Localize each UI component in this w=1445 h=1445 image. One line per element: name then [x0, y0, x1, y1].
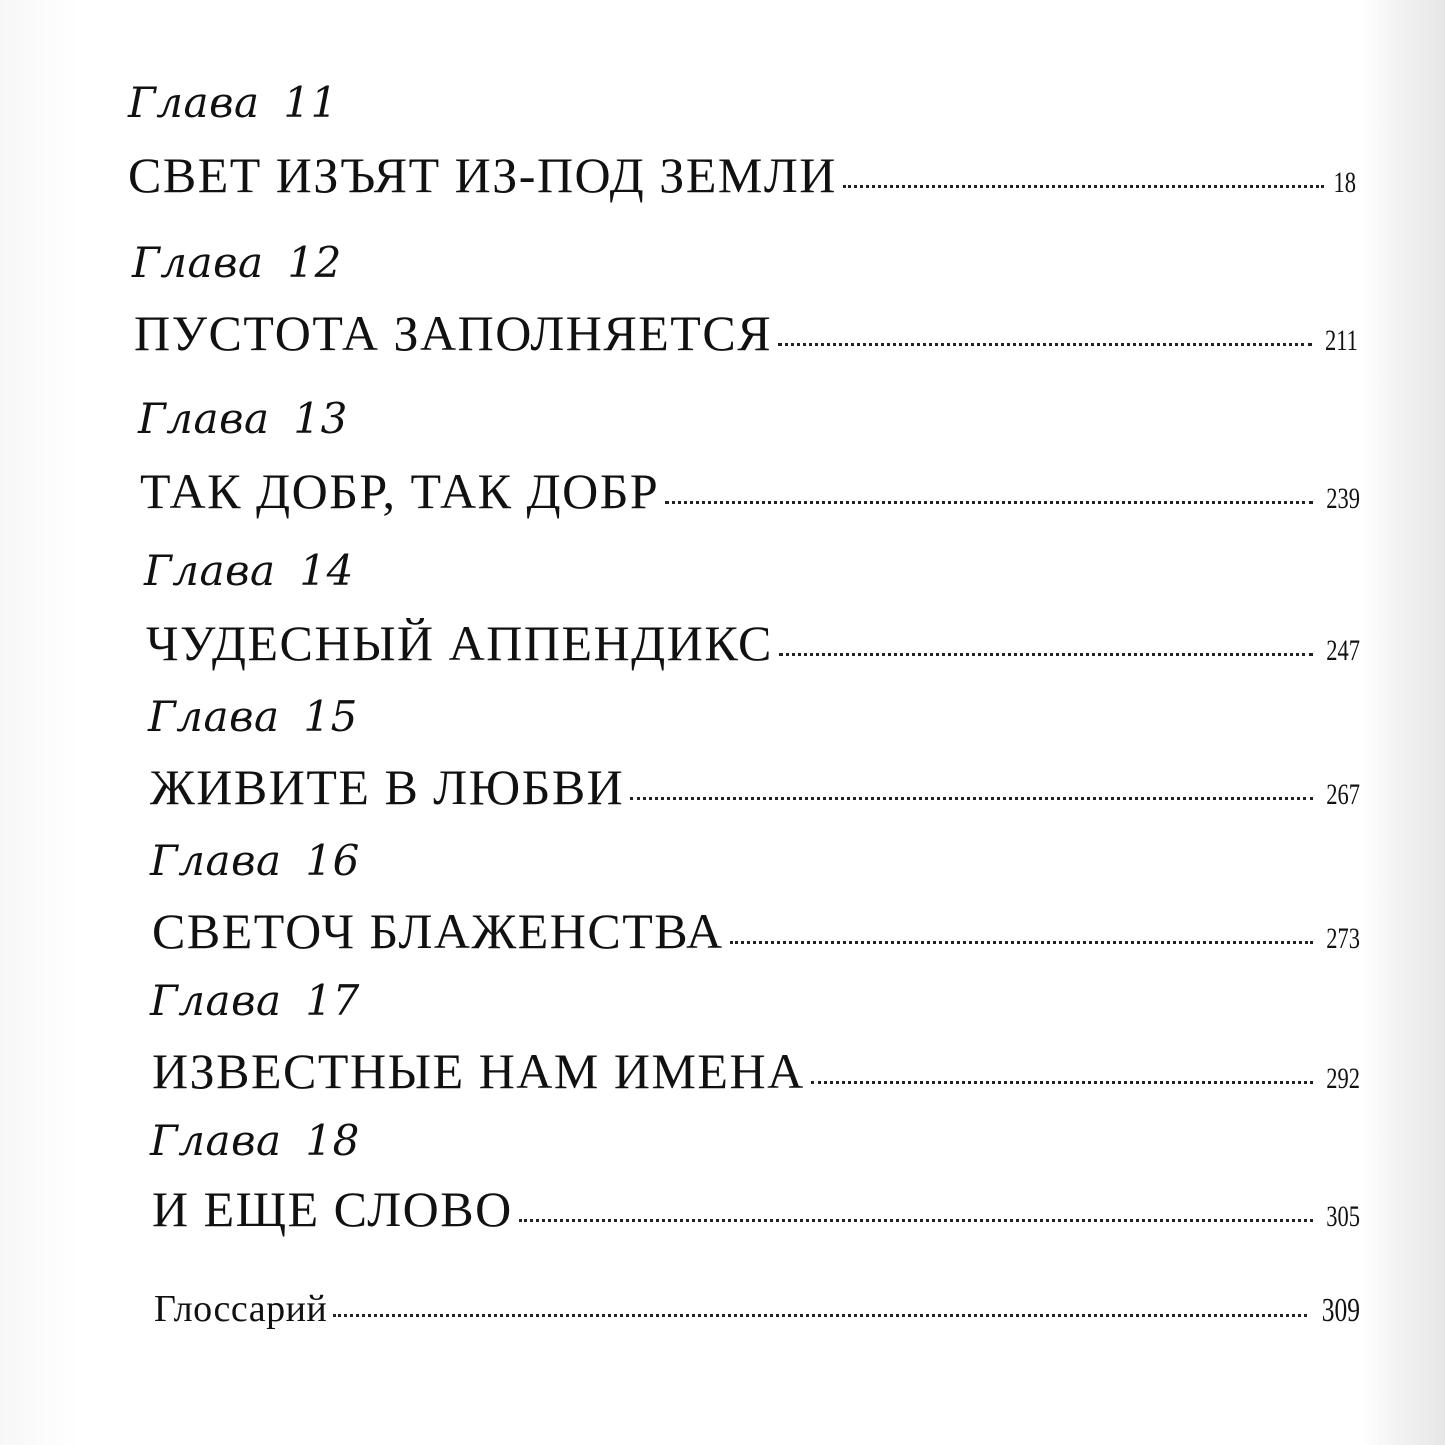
entry-title: Глоссарий: [154, 1288, 328, 1330]
page-number: 309: [1321, 1292, 1360, 1329]
dot-leader: [811, 1081, 1313, 1084]
toc-entry-18[interactable]: [152, 1181, 1360, 1237]
entry-title: СВЕТ ИЗЪЯТ ИЗ-ПОД ЗЕМЛИ: [128, 147, 837, 203]
toc-entry-16[interactable]: [152, 903, 1360, 959]
dot-leader: [778, 343, 1312, 346]
page-number: 18: [1333, 166, 1356, 199]
page-number: 247: [1326, 634, 1360, 667]
page-number: 292: [1326, 1062, 1360, 1095]
entry-title: СВЕТОЧ БЛАЖЕНСТВА: [152, 903, 724, 959]
page-number: 267: [1326, 778, 1360, 811]
chapter-label-11: Глава 11: [128, 78, 338, 127]
page-number: 239: [1326, 482, 1360, 515]
chapter-label-16: Глава 16: [150, 836, 360, 885]
chapter-label-18: Глава 18: [150, 1116, 360, 1165]
chapter-label-14: Глава 14: [144, 546, 354, 595]
chapter-label-17: Глава 17: [150, 976, 360, 1025]
toc-entry-12[interactable]: [134, 305, 1358, 361]
dot-leader: [779, 653, 1313, 656]
entry-title: ПУСТОТА ЗАПОЛНЯЕТСЯ: [134, 305, 773, 361]
toc-entry-14[interactable]: [146, 615, 1360, 671]
dot-leader: [519, 1219, 1313, 1222]
page-number: 273: [1326, 922, 1360, 955]
chapter-label-12: Глава 12: [132, 238, 342, 287]
entry-title: И ЕЩЕ СЛОВО: [152, 1181, 513, 1237]
toc-entry-15[interactable]: [150, 759, 1360, 815]
dot-leader: [843, 185, 1324, 188]
dot-leader: [333, 1314, 1307, 1317]
entry-title: ИЗВЕСТНЫЕ НАМ ИМЕНА: [152, 1043, 805, 1099]
toc-entry-13[interactable]: [140, 463, 1360, 519]
chapter-label-13: Глава 13: [138, 394, 348, 443]
page-number: 211: [1325, 324, 1358, 357]
dot-leader: [630, 797, 1313, 800]
entry-title: ЖИВИТЕ В ЛЮБВИ: [150, 759, 625, 815]
toc-entry-17[interactable]: [152, 1043, 1360, 1099]
dot-leader: [665, 501, 1313, 504]
entry-title: ТАК ДОБР, ТАК ДОБР: [140, 463, 660, 519]
toc-entry-glossary[interactable]: [154, 1290, 1360, 1328]
dot-leader: [730, 941, 1313, 944]
chapter-label-15: Глава 15: [148, 692, 358, 741]
toc-entry-11[interactable]: [128, 147, 1356, 203]
entry-title: ЧУДЕСНЫЙ АППЕНДИКС: [146, 615, 773, 671]
page-number: 305: [1326, 1200, 1360, 1233]
